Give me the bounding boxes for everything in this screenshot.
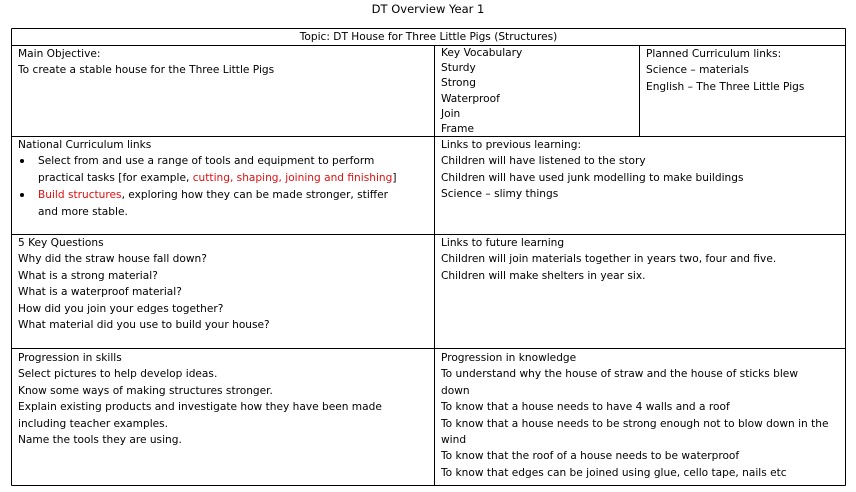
curriculum-link-item: English – The Three Little Pigs (646, 80, 805, 93)
skills-heading: Progression in skills (18, 352, 122, 364)
knowledge-line: To know that the roof of a house needs to be waterproof (441, 450, 740, 463)
page-title: DT Overview Year 1 (371, 2, 485, 16)
nc-bullet-structures: Build structures, exploring how they can be made stronger, stiffer and more stable. (0, 187, 396, 221)
skills-line: Know some ways of making structures stronger. (18, 384, 273, 397)
curriculum-links-cell (646, 46, 804, 95)
knowledge-heading: Progression in knowledge (441, 352, 577, 364)
skills-cell (18, 350, 382, 448)
key-questions-heading: 5 Key Questions (18, 237, 104, 249)
topic-heading: Topic: DT House for Three Little Pigs (Structures) (299, 31, 558, 43)
curriculum-link-item: Science – materials (646, 64, 749, 77)
knowledge-line: wind (441, 433, 467, 446)
key-question: How did you join your edges together? (18, 302, 224, 315)
vocabulary-word: Waterproof (441, 92, 500, 105)
red-highlight: cutting, shaping, joining and finishing (192, 172, 393, 185)
future-learning-cell (441, 235, 776, 284)
main-objective-cell (18, 46, 274, 79)
main-objective-heading: Main Objective: (18, 48, 101, 60)
curriculum-links-heading: Planned Curriculum links: (646, 48, 782, 60)
previous-learning-item: Children will have listened to the story (441, 155, 646, 168)
key-questions-cell (18, 235, 270, 333)
previous-learning-heading: Links to previous learning: (441, 139, 582, 151)
skills-line: Select pictures to help develop ideas. (18, 368, 218, 381)
vocabulary-word: Frame (441, 122, 475, 135)
key-question: What is a strong material? (18, 269, 158, 282)
knowledge-line: To know that edges can be joined using glue, cello tape, nails etc (441, 466, 787, 479)
previous-learning-cell (441, 137, 743, 203)
skills-line: including teacher examples. (18, 417, 169, 430)
knowledge-line: down (441, 384, 470, 397)
skills-line: Explain existing products and investigate how they have been made (18, 401, 382, 414)
skills-line: Name the tools they are using. (18, 433, 182, 446)
nc-bullet-tools: Select from and use a range of tools and equipment to perform practical tasks [for example, cutting, shaping, joining and finishing] (0, 153, 396, 187)
future-learning-heading: Links to future learning (441, 237, 565, 249)
previous-learning-item: Science – slimy things (441, 188, 559, 201)
vocabulary-word: Sturdy (441, 62, 476, 75)
main-objective-text: To create a stable house for the Three Little Pigs (18, 64, 275, 77)
vocabulary-cell (441, 46, 522, 137)
future-learning-item: Children will make shelters in year six. (441, 269, 646, 282)
vocabulary-word: Join (441, 107, 461, 120)
bullet-icon (20, 159, 24, 163)
knowledge-line: To understand why the house of straw and the house of sticks blew (441, 368, 798, 381)
bullet-icon (20, 193, 24, 197)
knowledge-cell (441, 350, 829, 481)
key-question: What is a waterproof material? (18, 286, 182, 299)
future-learning-item: Children will join materials together in years two, four and five. (441, 253, 777, 266)
vocabulary-heading: Key Vocabulary (441, 47, 523, 59)
national-curriculum-heading: National Curriculum links (18, 139, 152, 151)
red-highlight: Build structures (38, 188, 122, 201)
previous-learning-item: Children will have used junk modelling to make buildings (441, 171, 744, 184)
vocabulary-word: Strong (441, 77, 476, 90)
knowledge-line: To know that a house needs to be strong enough not to blow down in the (441, 417, 829, 430)
knowledge-line: To know that a house needs to have 4 walls and a roof (441, 401, 730, 414)
key-question: Why did the straw house fall down? (18, 253, 207, 266)
national-curriculum-cell (18, 137, 396, 221)
key-question: What material did you use to build your house? (18, 318, 270, 331)
